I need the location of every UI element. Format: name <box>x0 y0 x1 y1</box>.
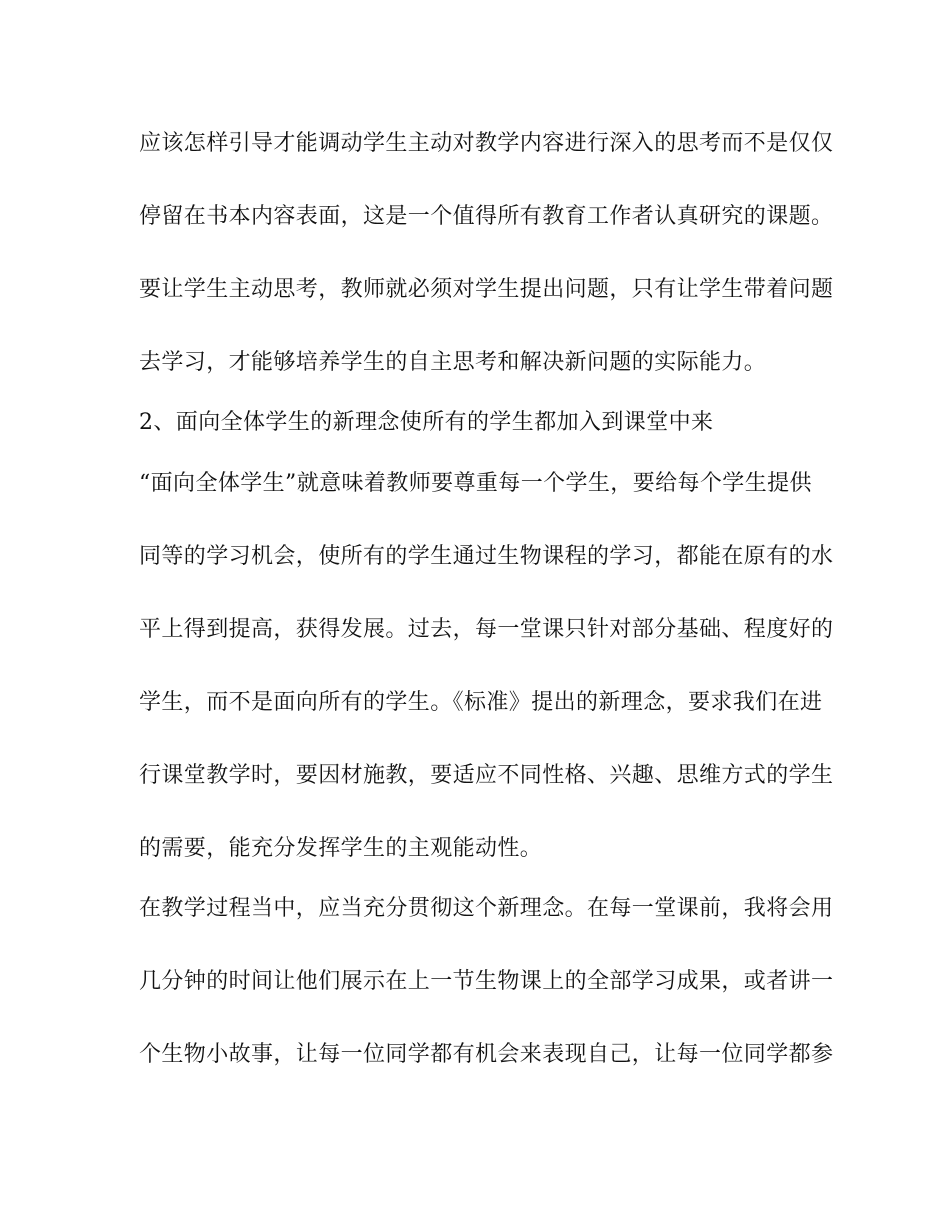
text-line: 去学习，才能够培养学生的自主思考和解决新问题的实际能力。 <box>139 350 767 375</box>
text-line: 停留在书本内容表面，这是一个值得所有教育工作者认真研究的课题。 <box>139 204 834 229</box>
text-line: 几分钟的时间让他们展示在上一节生物课上的全部学习成果，或者讲一 <box>139 969 834 994</box>
text-line: 学生，而不是面向所有的学生。《标准》提出的新理念，要求我们在进 <box>139 690 823 715</box>
text-line: 行课堂教学时，要因材施教，要适应不同性格、兴趣、思维方式的学生 <box>139 763 834 788</box>
text-line: 应该怎样引导才能调动学生主动对教学内容进行深入的思考而不是仅仅 <box>139 131 834 156</box>
text-line: 同等的学习机会，使所有的学生通过生物课程的学习，都能在原有的水 <box>139 544 834 569</box>
text-line: 的需要，能充分发挥学生的主观能动性。 <box>139 836 543 861</box>
text-line: 在教学过程当中，应当充分贯彻这个新理念。在每一堂课前，我将会用 <box>139 896 834 921</box>
section-heading: 2、面向全体学生的新理念使所有的学生都加入到课堂中来 <box>139 410 714 435</box>
text-line: 平上得到提高，获得发展。过去，每一堂课只针对部分基础、程度好的 <box>139 617 834 642</box>
text-line: 要让学生主动思考，教师就必须对学生提出问题，只有让学生带着问题 <box>139 277 834 302</box>
text-line: 个生物小故事，让每一位同学都有机会来表现自己，让每一位同学都参 <box>139 1042 834 1067</box>
text-line: “面向全体学生”就意味着教师要尊重每一个学生，要给每个学生提供 <box>139 471 812 496</box>
